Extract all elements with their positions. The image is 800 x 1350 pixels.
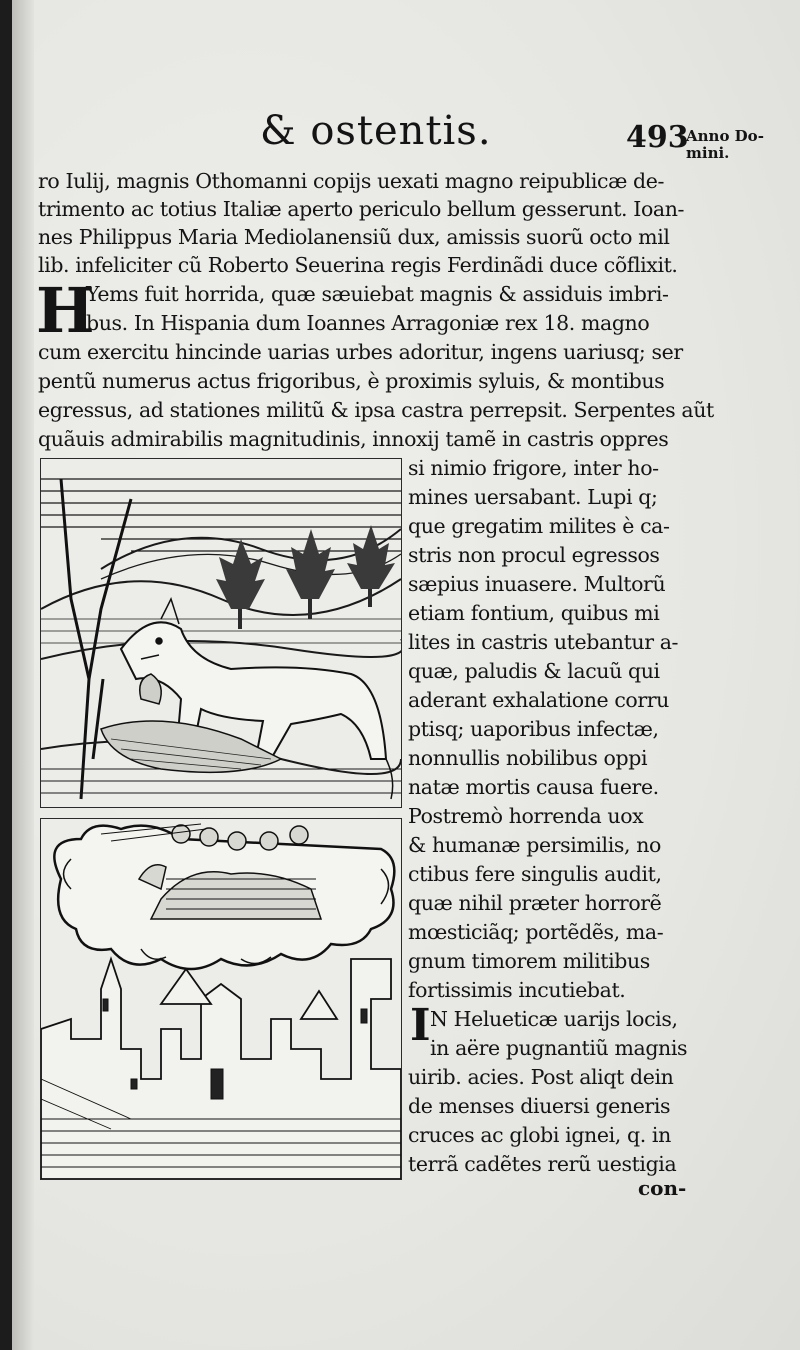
text-line: nonnullis nobilibus oppi — [408, 746, 648, 770]
text-line: de menses diuersi generis — [408, 1094, 671, 1118]
text-line: ro Iulij, magnis Othomanni copijs uexati magno reipublicæ de- — [38, 169, 665, 193]
page-gutter — [12, 0, 34, 1350]
wolf-landscape-illustration — [41, 459, 401, 807]
text-line: cum exercitu hincinde uarias urbes adoritur, ingens uariusq; ser — [38, 340, 683, 364]
text-line: cruces ac globi ignei, q. in — [408, 1123, 671, 1147]
catchword: con- — [638, 1176, 687, 1200]
sky-army-town-illustration — [41, 819, 401, 1179]
book-page — [12, 0, 800, 1350]
text-line: quæ, paludis & lacuũ qui — [408, 659, 660, 683]
text-line: si nimio frigore, inter ho- — [408, 456, 659, 480]
text-line: & humanæ persimilis, no — [408, 833, 661, 857]
text-line: Postremò horrenda uox — [408, 804, 644, 828]
text-line: bus. In Hispania dum Ioannes Arragoniæ rex 18. magno — [86, 311, 650, 335]
text-line: sæpius inuasere. Multorũ — [408, 572, 666, 596]
text-line: ctibus fere singulis audit, — [408, 862, 662, 886]
text-line: que gregatim milites è ca- — [408, 514, 670, 538]
text-line: natæ mortis causa fuere. — [408, 775, 659, 799]
text-line: N Helueticæ uarijs locis, — [430, 1007, 678, 1031]
margin-note — [686, 128, 796, 162]
woodcut-wolf-landscape — [40, 458, 402, 808]
drop-cap: H — [36, 274, 95, 347]
text-line: stris non procul egressos — [408, 543, 660, 567]
text-line: ptisq; uaporibus infectæ, — [408, 717, 659, 741]
margin-note-line: Anno Do- — [686, 127, 764, 145]
text-line: nes Philippus Maria Mediolanensiũ dux, amissis suorũ octo mil — [38, 225, 670, 249]
text-line: egressus, ad stationes militũ & ipsa castra perrepsit. Serpentes aũt — [38, 398, 714, 422]
text-line: gnum timorem militibus — [408, 949, 650, 973]
text-line: aderant exhalatione corru — [408, 688, 669, 712]
running-head: & ostentis. — [260, 108, 492, 154]
text-line: uirib. acies. Post aliqt dein — [408, 1065, 674, 1089]
text-line: etiam fontium, quibus mi — [408, 601, 660, 625]
text-line: Yems fuit horrida, quæ sæuiebat magnis & assiduis imbri- — [86, 282, 669, 306]
text-line: mines uersabant. Lupi q; — [408, 485, 658, 509]
text-line: mœsticiãq; portẽdẽs, ma- — [408, 920, 664, 944]
text-line: trimento ac totius Italiæ aperto periculo bellum gesserunt. Ioan- — [38, 197, 685, 221]
text-line: quãuis admirabilis magnitudinis, innoxij tamẽ in castris oppres — [38, 427, 669, 451]
margin-note-line: mini. — [686, 144, 730, 162]
drop-cap: I — [410, 1000, 431, 1051]
text-line: lites in castris utebantur a- — [408, 630, 679, 654]
text-line: in aëre pugnantiũ magnis — [430, 1036, 688, 1060]
page-number: 493 — [626, 120, 689, 155]
text-line: fortissimis incutiebat. — [408, 978, 626, 1002]
text-line: lib. infeliciter cũ Roberto Seuerina regis Ferdinãdi duce cõflixit. — [38, 253, 678, 277]
text-line: pentũ numerus actus frigoribus, è proximis syluis, & montibus — [38, 369, 665, 393]
text-line: terrã cadẽtes rerũ uestigia — [408, 1152, 677, 1176]
woodcut-sky-army-over-town — [40, 818, 402, 1180]
text-line: quæ nihil præter horrorẽ — [408, 891, 662, 915]
